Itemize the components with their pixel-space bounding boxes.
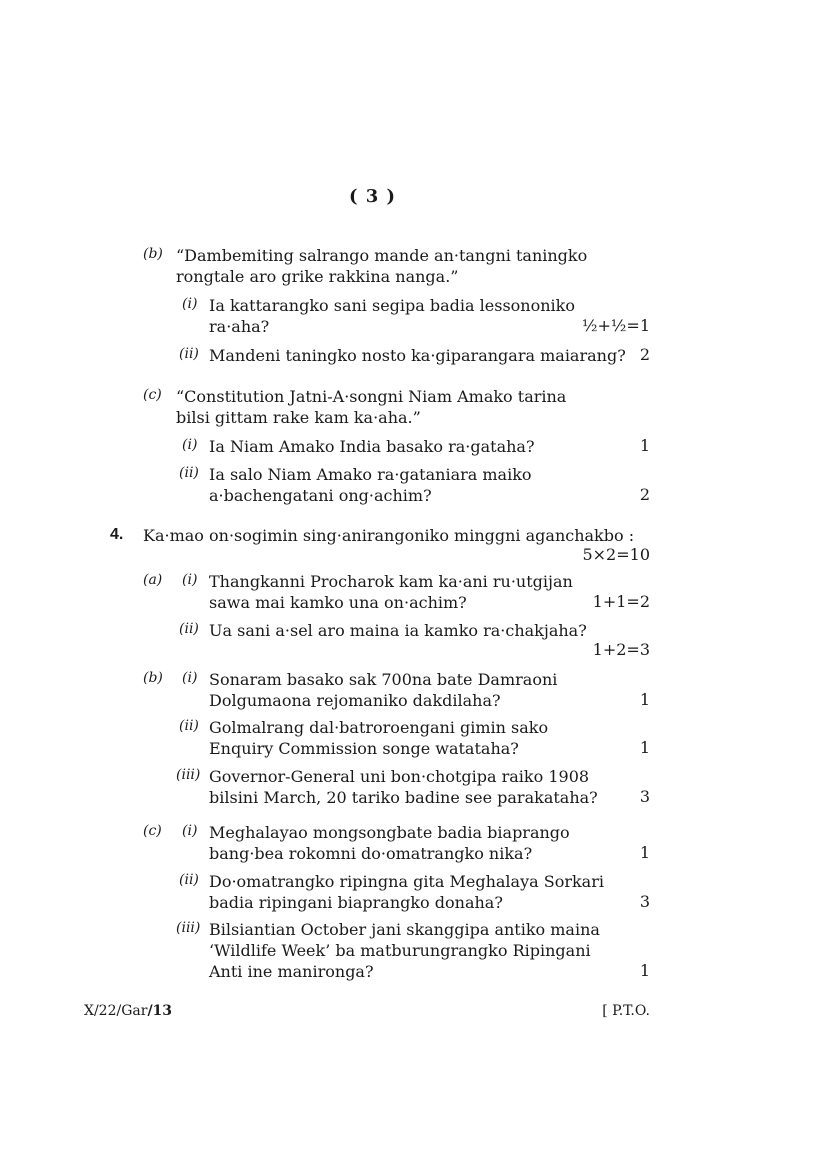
q4c-i-label: (i): [182, 823, 198, 839]
q4c-ii-label: (ii): [179, 872, 199, 888]
footer-pto: [ P.T.O.: [602, 1003, 650, 1019]
q4c-iii-label: (iii): [176, 920, 201, 936]
q3c-label: (c): [143, 387, 162, 403]
q4c-ii-marks: 3: [639, 892, 650, 911]
q3c-quote-line1: “Constitution Jatni-A·songni Niam Amako tarina: [176, 387, 567, 406]
q4b-i-marks: 1: [639, 690, 650, 709]
q4c-i-line2: bang·bea rokomni do·omatrangko nika?: [209, 844, 533, 863]
q4a-ii-marks: 1+2=3: [592, 640, 650, 659]
q4c-ii-line1: Do·omatrangko ripingna gita Meghalaya Sorkari: [209, 872, 604, 891]
q4a-label: (a): [143, 572, 163, 588]
q4b-ii-line2: Enquiry Commission songe watataha?: [209, 739, 519, 758]
q4c-i-line1: Meghalayao mongsongbate badia biaprango: [209, 823, 570, 842]
q4c-iii-line2: ‘Wildlife Week’ ba matburungrangko Ripingani: [209, 941, 591, 960]
q4b-iii-line2: bilsini March, 20 tariko badine see parakataha?: [209, 788, 598, 807]
q3c-i-line1: Ia Niam Amako India basako ra·gataha?: [209, 437, 535, 456]
q4b-label: (b): [143, 670, 163, 686]
q3b-ii-marks: 2: [639, 345, 650, 364]
q4c-iii-marks: 1: [639, 961, 650, 980]
q4c-iii-line3: Anti ine manironga?: [209, 962, 374, 981]
q4a-ii-line1: Ua sani a·sel aro maina ia kamko ra·chakjaha?: [209, 621, 587, 640]
q4a-ii-label: (ii): [179, 621, 199, 637]
page-number: ( 3 ): [348, 186, 397, 207]
q3c-ii-line1: Ia salo Niam Amako ra·gataniara maiko: [209, 465, 532, 484]
q4-number: 4.: [110, 526, 124, 543]
q3c-quote-line2: bilsi gittam rake kam ka·aha.”: [176, 408, 421, 427]
q3b-i-line2: ra·aha?: [209, 317, 270, 336]
q4c-label: (c): [143, 823, 162, 839]
q4c-i-marks: 1: [639, 843, 650, 862]
q3b-i-line1: Ia kattarangko sani segipa badia lessononiko: [209, 296, 575, 315]
q4a-i-label: (i): [182, 572, 198, 588]
q4a-i-marks: 1+1=2: [592, 592, 650, 611]
q3c-i-label: (i): [182, 437, 198, 453]
q3b-label: (b): [143, 246, 163, 262]
q3b-ii-line1: Mandeni taningko nosto ka·giparangara maiarang?: [209, 346, 626, 365]
q4-total-marks: 5×2=10: [582, 545, 650, 564]
footer-code-prefix: X/22/Gar: [84, 1003, 148, 1019]
q4b-ii-label: (ii): [179, 718, 199, 734]
footer-code: [84, 1003, 172, 1019]
q4b-iii-marks: 3: [639, 787, 650, 806]
q4-instruction: Ka·mao on·sogimin sing·anirangoniko minggni aganchakbo :: [143, 526, 635, 545]
q4c-ii-line2: badia ripingani biaprangko donaha?: [209, 893, 503, 912]
q3c-ii-marks: 2: [639, 485, 650, 504]
q3c-ii-label: (ii): [179, 465, 199, 481]
q4b-iii-line1: Governor-General uni bon·chotgipa raiko 1908: [209, 767, 590, 786]
q4c-iii-line1: Bilsiantian October jani skanggipa antiko maina: [209, 920, 600, 939]
q4b-i-line2: Dolgumaona rejomaniko dakdilaha?: [209, 691, 501, 710]
q3b-quote-line2: rongtale aro grike rakkina nanga.”: [176, 267, 459, 286]
footer-code-bold: /13: [147, 1003, 173, 1019]
q4a-i-line1: Thangkanni Procharok kam ka·ani ru·utgijan: [209, 572, 573, 591]
q3b-i-marks: ½+½=1: [581, 316, 650, 335]
q3b-ii-label: (ii): [179, 346, 199, 362]
q4a-i-line2: sawa mai kamko una on·achim?: [209, 593, 467, 612]
q4b-i-label: (i): [182, 670, 198, 686]
q4b-ii-line1: Golmalrang dal·batroroengani gimin sako: [209, 718, 549, 737]
q3b-quote-line1: “Dambemiting salrango mande an·tangni taningko: [176, 246, 588, 265]
q3b-i-label: (i): [182, 296, 198, 312]
q3c-i-marks: 1: [639, 436, 650, 455]
q4b-iii-label: (iii): [176, 767, 201, 783]
q4b-i-line1: Sonaram basako sak 700na bate Damraoni: [209, 670, 558, 689]
q3c-ii-line2: a·bachengatani ong·achim?: [209, 486, 432, 505]
q4b-ii-marks: 1: [639, 738, 650, 757]
